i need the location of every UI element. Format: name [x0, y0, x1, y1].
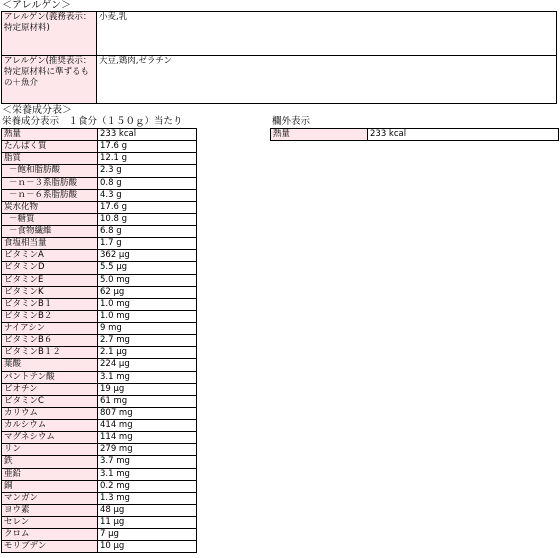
nutrient-name: ビタミンB６ [2, 335, 98, 347]
nutrient-value: 6.8 g [98, 226, 197, 238]
nutrient-value: 11 μg [98, 517, 197, 529]
side-panel-table [270, 128, 559, 141]
nutrient-value: 0.2 mg [98, 480, 197, 492]
nutrient-name: ビタミンB２ [2, 310, 98, 322]
side-panel-label: 熱量 [271, 129, 368, 141]
nutrition-row [2, 432, 197, 444]
nutrition-row [2, 347, 197, 359]
nutrient-value: 224 μg [98, 359, 197, 371]
nutrition-row [2, 165, 197, 177]
nutrition-row [2, 129, 197, 141]
nutrient-value: 10.8 g [98, 213, 197, 225]
nutrient-name: ビタミンA [2, 250, 98, 262]
nutrient-value: 2.7 mg [98, 335, 197, 347]
nutrition-row [2, 177, 197, 189]
allergen-section-title: ＜アレルゲン＞ [2, 0, 71, 11]
nutrition-row [2, 468, 197, 480]
nutrition-row [2, 383, 197, 395]
nutrient-name: リン [2, 444, 98, 456]
nutrient-value: 3.1 mg [98, 371, 197, 383]
nutrient-name: 食塩相当量 [2, 238, 98, 250]
nutrient-name: 亜鉛 [2, 468, 98, 480]
nutrition-row [2, 371, 197, 383]
nutrient-value: 1.0 mg [98, 298, 197, 310]
allergen-row-mandatory [2, 12, 557, 56]
nutrition-row [2, 492, 197, 504]
nutrient-value: 5.0 mg [98, 274, 197, 286]
nutrient-name: ビタミンK [2, 286, 98, 298]
nutrition-row [2, 444, 197, 456]
nutrient-name: ヨウ素 [2, 504, 98, 516]
nutrient-name: －糖質 [2, 213, 98, 225]
nutrient-name: 脂質 [2, 153, 98, 165]
nutrient-value: 17.6 g [98, 141, 197, 153]
nutrient-value: 807 mg [98, 407, 197, 419]
nutrition-row [2, 323, 197, 335]
nutrient-value: 114 mg [98, 432, 197, 444]
nutrient-value: 9 mg [98, 323, 197, 335]
nutrient-name: ビタミンE [2, 274, 98, 286]
side-panel-row [271, 129, 559, 141]
side-panel-value: 233 kcal [368, 129, 559, 141]
nutrition-row [2, 286, 197, 298]
nutrient-value: 362 μg [98, 250, 197, 262]
nutrition-row [2, 359, 197, 371]
nutrient-name: 葉酸 [2, 359, 98, 371]
allergen-label-recommended: アレルゲン(推奨表示：特定原材料に準ずるもの＋魚介 [2, 56, 97, 104]
nutrition-row [2, 541, 197, 553]
nutrient-name: マグネシウム [2, 432, 98, 444]
nutrient-value: 414 mg [98, 420, 197, 432]
nutrition-row [2, 238, 197, 250]
allergen-value-recommended: 大豆,鶏肉,ゼラチン [97, 56, 557, 104]
nutrition-row [2, 335, 197, 347]
nutrient-value: 12.1 g [98, 153, 197, 165]
nutrition-row [2, 274, 197, 286]
nutrient-name: ビオチン [2, 383, 98, 395]
nutrient-value: 4.3 g [98, 189, 197, 201]
nutrition-row [2, 504, 197, 516]
nutrient-name: たんぱく質 [2, 141, 98, 153]
nutrient-name: －ｎ－３系脂肪酸 [2, 177, 98, 189]
nutrition-row [2, 407, 197, 419]
nutrient-value: 0.8 g [98, 177, 197, 189]
nutrient-name: ビタミンD [2, 262, 98, 274]
nutrient-value: 1.0 mg [98, 310, 197, 322]
nutrition-row [2, 226, 197, 238]
nutrient-value: 5.5 μg [98, 262, 197, 274]
nutrient-name: ビタミンB１ [2, 298, 98, 310]
nutrient-name: カルシウム [2, 420, 98, 432]
allergen-label-mandatory: アレルゲン(義務表示：特定原材料) [2, 12, 97, 56]
nutrition-row [2, 189, 197, 201]
nutrient-value: 2.3 g [98, 165, 197, 177]
nutrient-name: 炭水化物 [2, 201, 98, 213]
nutrient-value: 7 μg [98, 529, 197, 541]
nutrition-row [2, 141, 197, 153]
nutrition-subtitle: 栄養成分表示 １食分（１５０ｇ）当たり [2, 116, 183, 127]
nutrition-row [2, 517, 197, 529]
nutrient-value: 3.1 mg [98, 468, 197, 480]
nutrient-name: 熱量 [2, 129, 98, 141]
nutrition-table [1, 128, 197, 553]
nutrient-name: 鉄 [2, 456, 98, 468]
nutrient-name: 銅 [2, 480, 98, 492]
nutrient-value: 10 μg [98, 541, 197, 553]
nutrient-name: ビタミンC [2, 395, 98, 407]
nutrient-name: －食物繊維 [2, 226, 98, 238]
nutrition-section-title: ＜栄養成分表＞ [2, 105, 72, 116]
nutrition-row [2, 420, 197, 432]
nutrient-value: 2.1 μg [98, 347, 197, 359]
nutrition-row [2, 250, 197, 262]
nutrient-name: セレン [2, 517, 98, 529]
nutrient-name: －飽和脂肪酸 [2, 165, 98, 177]
nutrition-row [2, 262, 197, 274]
nutrition-row [2, 310, 197, 322]
nutrient-value: 1.7 g [98, 238, 197, 250]
nutrition-row [2, 298, 197, 310]
nutrient-name: マンガン [2, 492, 98, 504]
nutrient-value: 19 μg [98, 383, 197, 395]
nutrient-value: 17.6 g [98, 201, 197, 213]
nutrient-name: カリウム [2, 407, 98, 419]
nutrient-value: 62 μg [98, 286, 197, 298]
nutrition-row [2, 456, 197, 468]
nutrient-name: －ｎ－６系脂肪酸 [2, 189, 98, 201]
nutrient-name: ビタミンB１２ [2, 347, 98, 359]
nutrient-name: ナイアシン [2, 323, 98, 335]
nutrient-name: パントテン酸 [2, 371, 98, 383]
nutrient-name: クロム [2, 529, 98, 541]
nutrient-value: 233 kcal [98, 129, 197, 141]
nutrient-value: 279 mg [98, 444, 197, 456]
allergen-value-mandatory: 小麦,乳 [97, 12, 557, 56]
nutrition-row [2, 395, 197, 407]
nutrient-value: 61 mg [98, 395, 197, 407]
nutrition-row [2, 480, 197, 492]
nutrition-row [2, 153, 197, 165]
nutrition-row [2, 213, 197, 225]
nutrition-row [2, 201, 197, 213]
allergen-table [1, 11, 557, 104]
side-panel-title: 欄外表示 [272, 116, 311, 127]
nutrition-row [2, 529, 197, 541]
allergen-row-recommended [2, 56, 557, 104]
nutrient-name: モリブデン [2, 541, 98, 553]
nutrient-value: 48 μg [98, 504, 197, 516]
nutrient-value: 1.3 mg [98, 492, 197, 504]
nutrient-value: 3.7 mg [98, 456, 197, 468]
